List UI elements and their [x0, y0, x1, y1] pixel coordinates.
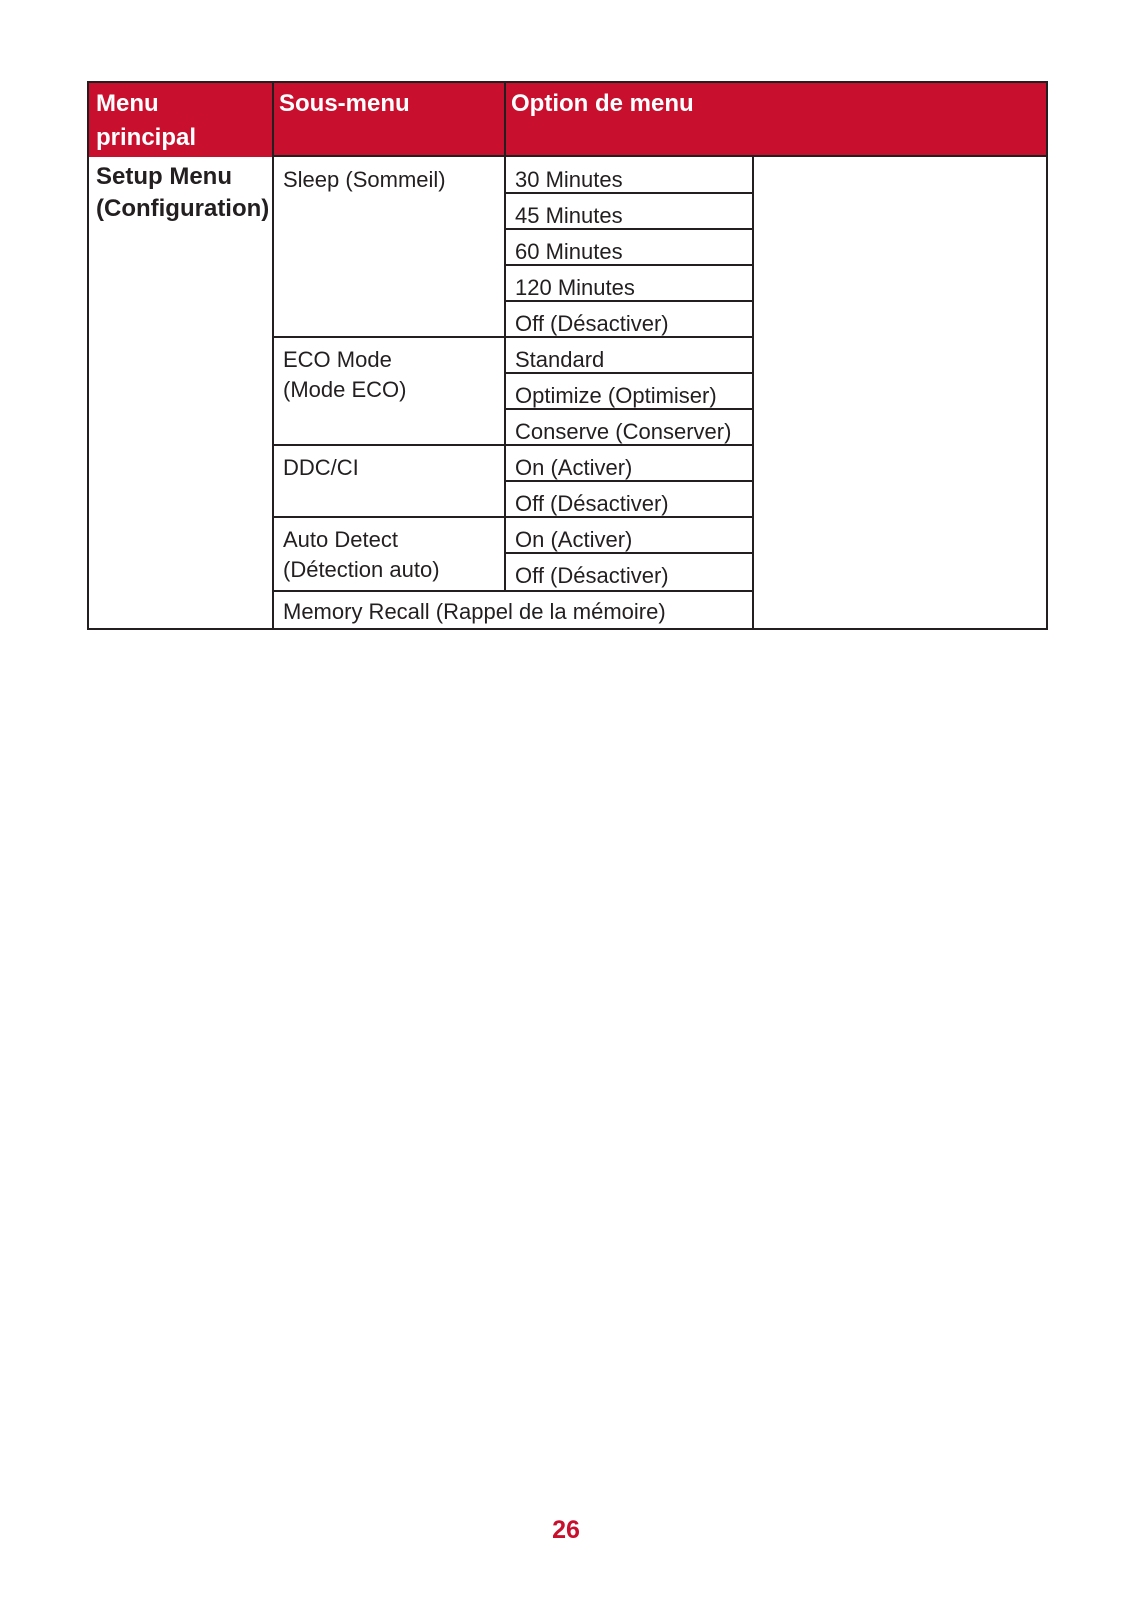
submenu-memory-recall: Memory Recall (Rappel de la mémoire) — [283, 599, 666, 624]
main-menu-line1: Setup Menu — [96, 163, 232, 190]
row-divider — [272, 155, 1046, 157]
submenu-label: (Mode ECO) — [283, 377, 407, 402]
page-number: 26 — [552, 1516, 580, 1544]
header-menu-option: Option de menu — [511, 90, 694, 117]
column-divider — [504, 157, 506, 592]
option-sleep-off: Off (Désactiver) — [515, 311, 669, 336]
option-auto-detect-on: On (Activer) — [515, 527, 633, 552]
option-sleep-45: 45 Minutes — [515, 203, 623, 228]
group-divider — [272, 336, 754, 338]
header-main-menu: Menu principal — [96, 90, 197, 151]
submenu-auto-detect — [283, 525, 440, 585]
submenu-label: Auto Detect — [283, 527, 398, 552]
submenu-ddc-ci — [283, 453, 359, 483]
submenu-label: ECO Mode — [283, 347, 392, 372]
submenu-label: (Détection auto) — [283, 557, 440, 582]
table-header — [89, 83, 1046, 157]
main-menu-label — [96, 161, 269, 225]
option-auto-detect-off: Off (Désactiver) — [515, 563, 669, 588]
header-submenu: Sous-menu — [279, 90, 410, 117]
group-divider — [272, 516, 754, 518]
option-eco-standard: Standard — [515, 347, 605, 372]
option-eco-optimize: Optimize (Optimiser) — [515, 383, 717, 408]
option-ddc-on: On (Activer) — [515, 455, 633, 480]
option-ddc-off: Off (Désactiver) — [515, 491, 669, 516]
option-sleep-60: 60 Minutes — [515, 239, 623, 264]
header-divider — [272, 83, 274, 157]
header-divider — [504, 83, 506, 157]
main-menu-line2: (Configuration) — [96, 195, 270, 222]
option-sleep-120: 120 Minutes — [515, 275, 635, 300]
column-divider — [272, 157, 274, 628]
submenu-sleep — [283, 165, 446, 195]
submenu-label: Sleep (Sommeil) — [283, 167, 446, 192]
submenu-eco-mode — [283, 345, 406, 405]
settings-menu-table — [87, 81, 1048, 630]
group-divider — [272, 590, 754, 592]
option-eco-conserve: Conserve (Conserver) — [515, 419, 732, 444]
option-sleep-30: 30 Minutes — [515, 167, 623, 192]
submenu-label: DDC/CI — [283, 455, 359, 480]
